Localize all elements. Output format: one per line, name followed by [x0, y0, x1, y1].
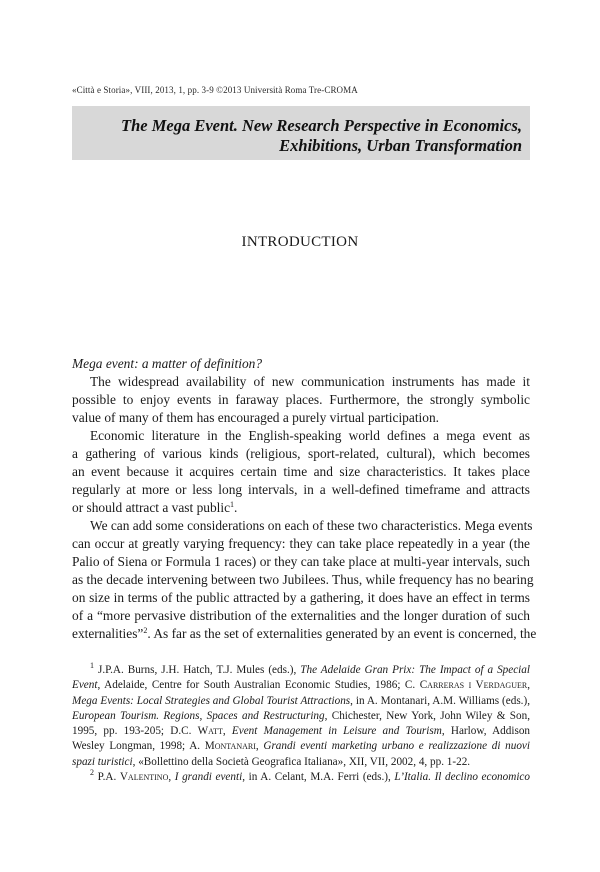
footnote-text: , [255, 740, 264, 753]
footnote-number: 1 [90, 661, 94, 670]
footnote-text: , [222, 725, 232, 738]
footnote-1-line [72, 709, 530, 724]
subheading: Mega event: a matter of definition? [72, 356, 263, 371]
paragraph-line: The widespread availability of new communication instruments has made it [90, 374, 530, 389]
paragraph-line: We can add some considerations on each of these two characteristics. Mega events [90, 518, 533, 533]
paragraph-line: as the decade intervening between two Jubilees. Thus, while frequency has no bearing [72, 572, 534, 587]
paragraph-line: Economic literature in the English-speaking world defines a mega event as [90, 428, 530, 443]
paragraph-line: on size in terms of the public attracted by a gathering, it does have an effect in terms [72, 590, 530, 605]
footnote-1-line [72, 724, 530, 739]
article-title-band [72, 106, 530, 160]
paragraph-line: regularly at more or less long intervals, in a well-defined timeframe and attracts [72, 482, 530, 497]
paragraph-line-text: . As far as the set of externalities generated by an event is concerned, the [147, 626, 537, 641]
paragraph-line: of a “more pervasive distribution of the externalities and the longer duration of such [72, 608, 530, 623]
footnote-author: Watt [197, 725, 223, 738]
footnote-text: Wesley Longman, 1998; A. [72, 740, 205, 753]
footnote-ref[interactable]: 2 [143, 626, 148, 635]
footnote-italic: The Adelaide Gran Prix: The Impact of a Special [300, 664, 530, 676]
paragraph-line-text: externalities” [72, 626, 144, 641]
body-text [72, 355, 537, 643]
section-heading: INTRODUCTION [241, 234, 359, 250]
footnote-italic: I grandi eventi [174, 771, 243, 784]
paragraph-line [72, 625, 537, 643]
footnote-text: , in A. Montanari, A.M. Williams (eds.), [350, 694, 530, 707]
footnote-ref[interactable]: 1 [230, 500, 235, 509]
paragraph-line-text: or should attract a vast public [72, 500, 231, 515]
footnote-italic: European Tourism. Regions, Spaces and Restructuring [72, 709, 325, 722]
footnote-text: P.A. [97, 771, 120, 784]
running-head: «Città e Storia», VIII, 2013, 1, pp. 3-9 ©2013 Università Roma Tre-CROMA [72, 85, 358, 95]
paragraph-line: a gathering of various kinds (religious, sport-related, cultural), which becomes [72, 446, 530, 461]
footnote-2-line [72, 770, 530, 785]
footnote-author: Montanari [204, 740, 256, 753]
footnote-text: , [527, 679, 530, 692]
footnote-author: Valentino [119, 771, 169, 784]
footnotes [72, 663, 530, 785]
footnote-italic: spazi turistici [72, 755, 133, 768]
footnote-1-line [72, 755, 530, 770]
footnote-text: , Adelaide, Centre for South Australian Economic Studies, 1986; C. [97, 679, 420, 692]
footnote-text: , Harlow, Addison [441, 725, 531, 738]
footnote-italic: Event Management in Leisure and Tourism [231, 725, 442, 738]
paragraph-line: Palio of Siena or Formula 1 races) or they can take place at multi-year intervals, such [72, 554, 530, 569]
footnote-text: , Chichester, New York, John Wiley & Son, [324, 709, 530, 722]
article-title-line-1: The Mega Event. New Research Perspective in Economics, [121, 116, 522, 135]
footnote-text: J.P.A. Burns, J.H. Hatch, T.J. Mules (eds.), [97, 664, 301, 676]
footnote-text: 1995, pp. 193-205; D.C. [72, 725, 198, 738]
footnote-italic: L’Italia. Il declino economico [394, 771, 530, 784]
footnote-text: , «Bollettino della Società Geografica Italiana», XII, VII, 2002, 4, pp. 1-22. [132, 755, 471, 768]
footnote-italic: Mega Events: Local Strategies and Global Tourist Attractions [72, 694, 351, 707]
paragraph-line: or should attract a vast public$^1$. [72, 500, 238, 515]
paragraph-line: an event because it acquires certain time and size characteristics. It takes place [72, 464, 530, 479]
footnote-text: , [168, 771, 175, 784]
paragraph-line: can occur at greatly varying frequency: they can take place repeatedly in a year (the [72, 536, 530, 551]
footnote-italic: Grandi eventi marketing urbano e realizzazione di nuovi [263, 740, 530, 753]
footnote-italic: Event [72, 679, 98, 692]
paragraph-line: possible to enjoy events in faraway places. Furthermore, the strongly symbolic [72, 392, 530, 407]
footnote-1-line [72, 678, 530, 693]
footnote-number: 2 [90, 768, 94, 778]
footnote-1-line [72, 663, 530, 678]
footnote-1-line [72, 739, 530, 754]
footnote-author: Carreras i Verdaguer [419, 679, 528, 692]
footnote-text: , in A. Celant, M.A. Ferri (eds.), [242, 771, 395, 784]
article-title-line-2: Exhibitions, Urban Transformation [279, 136, 522, 155]
footnote-1-line [72, 694, 530, 709]
paragraph-line: value of many of them has encouraged a purely virtual participation. [72, 410, 439, 425]
